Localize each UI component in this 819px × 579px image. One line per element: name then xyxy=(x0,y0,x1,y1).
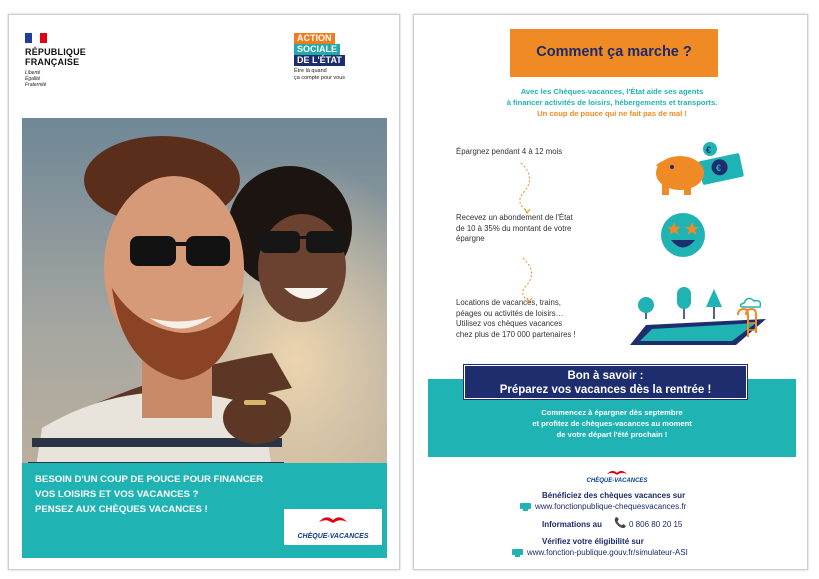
cheque-vacances-bird-icon xyxy=(318,512,348,526)
rf-title-line1: RÉPUBLIQUE xyxy=(25,47,87,57)
good-to-know-title: Bon à savoir : xyxy=(567,370,644,382)
step-1-text xyxy=(456,147,646,158)
info-label: Informations au xyxy=(542,520,603,529)
offer-line-2: VOS LOISIRS ET VOS VACANCES ? xyxy=(35,489,199,500)
tip-band-text xyxy=(448,407,776,440)
step-3-line: Utilisez vos chèques vacances xyxy=(456,319,563,328)
eligibility-label: Vérifiez votre éligibilité sur xyxy=(542,537,644,546)
cheque-vacances-logo-small-text: CHÈQUE-VACANCES xyxy=(586,478,648,484)
phone-number-link[interactable]: 0 806 80 20 15 xyxy=(629,520,683,529)
cheque-vacances-logo xyxy=(284,509,382,545)
ase-line-sociale: SOCIALE xyxy=(294,44,340,55)
ase-line-etat: DE L'ÉTAT xyxy=(294,55,345,66)
benefit-url-link[interactable]: www.fonctionpublique-chequesvacances.fr xyxy=(535,502,687,511)
rf-motto-1: Liberté xyxy=(25,70,41,76)
ase-tagline-2: ça compte pour vous xyxy=(294,74,346,81)
computer-icon xyxy=(520,503,531,511)
rf-motto-2: Égalité xyxy=(25,76,41,82)
step-3-line: péages ou activités de loisirs… xyxy=(456,308,564,318)
republique-francaise-logo xyxy=(25,33,86,88)
ase-line-action: ACTION xyxy=(294,33,335,44)
cheque-vacances-logo-text: CHÈQUE-VACANCES xyxy=(297,533,369,540)
intro-text xyxy=(442,86,782,119)
step-3-line: Locations de vacances, trains, xyxy=(456,298,561,307)
cheque-vacances-logo-small xyxy=(582,464,652,484)
tip-line-2: et profitez de chèques-vacances au moment xyxy=(532,419,692,428)
french-flag-icon xyxy=(25,33,47,43)
rf-motto-3: Fraternité xyxy=(25,82,47,88)
heading-banner xyxy=(510,29,718,77)
tip-line-3: de votre départ l'été prochain ! xyxy=(556,430,668,439)
good-to-know-subtitle: Préparez vos vacances dès la rentrée ! xyxy=(499,384,712,396)
svg-text:€: € xyxy=(716,163,722,173)
benefit-label: Bénéficiez des chèques vacances sur xyxy=(542,491,686,500)
step-3-line: chez plus de 170 000 partenaires ! xyxy=(456,329,576,339)
offer-line-1: BESOIN D'UN COUP DE POUCE POUR FINANCER xyxy=(35,474,264,485)
phone-icon: 📞 xyxy=(614,518,627,529)
svg-text:€: € xyxy=(706,145,712,155)
action-sociale-etat-logo xyxy=(294,33,380,81)
tip-line-1: Commencez à épargner dès septembre xyxy=(541,408,683,417)
offer-banner xyxy=(22,463,387,558)
step-3-text xyxy=(456,298,636,340)
flyer-back-page xyxy=(413,14,808,570)
step-2-line: épargne xyxy=(456,234,485,243)
cheque-vacances-bird-icon xyxy=(605,467,629,477)
intro-line-3: Un coup de pouce qui ne fait pas de mal ! xyxy=(537,109,687,118)
flyer-front-page xyxy=(8,14,400,570)
rf-motto xyxy=(25,70,86,88)
ase-tagline-1: Être là quand xyxy=(294,68,327,74)
ase-tagline xyxy=(294,68,380,81)
heading: Comment ça marche ? xyxy=(536,44,692,60)
good-to-know-box xyxy=(464,365,747,399)
eligibility-url-link[interactable]: www.fonction-publique.gouv.fr/simulateur-ASI xyxy=(527,548,688,557)
step-2-line: de 10 à 35% du montant de votre xyxy=(456,223,572,233)
intro-line-1: Avec les Chèques-vacances, l'État aide ses agents xyxy=(520,87,704,96)
star-eyes-smiley-icon xyxy=(659,211,707,259)
rf-title-line2: FRANÇAISE xyxy=(25,57,80,67)
intro-line-2: à financer activités de loisirs, hébergements et transports. xyxy=(506,98,718,107)
computer-icon xyxy=(512,549,523,557)
step-2-line: Recevez un abondement de l'État xyxy=(456,213,573,222)
piggy-bank-icon xyxy=(652,139,748,199)
swimming-pool-icon xyxy=(626,277,776,347)
offer-line-3: PENSEZ AUX CHÈQUES VACANCES ! xyxy=(35,504,208,515)
step-1-line: Épargnez pendant 4 à 12 mois xyxy=(456,147,563,156)
dotted-connector-icon xyxy=(509,163,549,303)
